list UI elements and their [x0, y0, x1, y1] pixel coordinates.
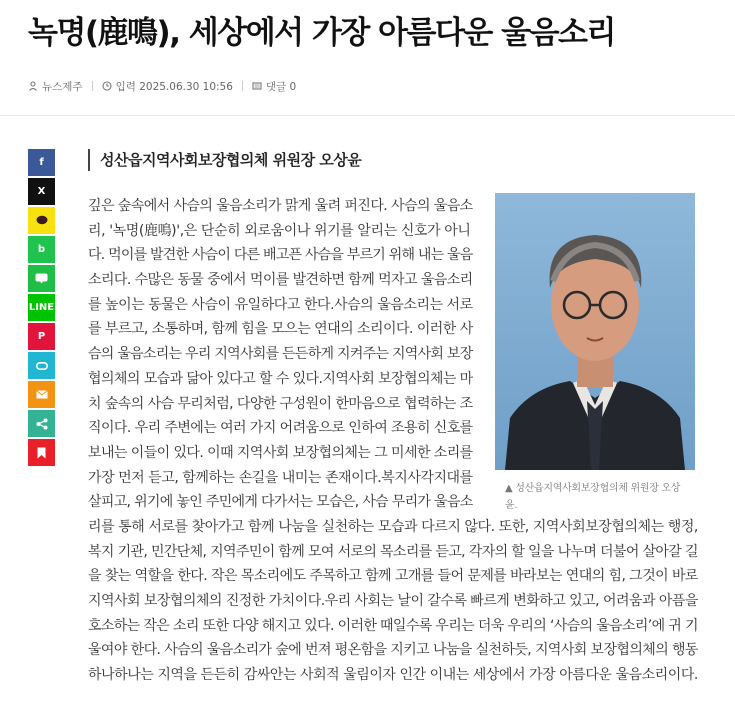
facebook-icon: f — [39, 157, 44, 168]
facebook-share-button[interactable] — [28, 149, 55, 176]
comment-count: 댓글 0 — [265, 80, 297, 93]
line-share-button[interactable] — [28, 294, 55, 321]
mail-icon — [36, 390, 48, 399]
body-line: 슴의 울음소리는 우리 지역사회를 든든하게 지켜주는 지역사회 보장 — [88, 346, 473, 363]
body-line: 소리다. 수많은 동물 중에서 먹이를 발견하면 함께 먹자고 울음소리 — [88, 272, 473, 289]
photo-caption: ▲ 성산읍지역사회보장협의체 위원장 오상윤. — [505, 483, 681, 511]
kakaotalk-share-button[interactable] — [28, 207, 55, 234]
line-icon: LINE — [28, 302, 55, 313]
kakaotalk-icon — [36, 215, 48, 226]
author-info — [28, 79, 83, 94]
comment-count-link[interactable] — [252, 79, 296, 94]
body-line: 를 높이는 동물은 사슴이 유일하다고 한다.사슴의 울음소리는 서로 — [88, 296, 473, 313]
pinterest-share-button[interactable] — [28, 323, 55, 350]
article-title: 녹명(鹿鳴), 세상에서 가장 아름다운 울음소리 — [28, 15, 615, 51]
share-bar — [28, 149, 55, 468]
bookmark-button[interactable] — [28, 439, 55, 466]
share-icon — [36, 418, 48, 430]
body-line: 울여야 한다. 사슴의 울음소리가 숲에 번져 평온함을 지키고 나눔을 실천하듯, 지역사회 보장협의체의 행동 — [88, 642, 698, 659]
body-line: 호소하는 작은 소리 또한 다양 해지고 있다. 이러한 때일수록 우리는 더욱 우리의 ‘사슴의 울음소리’에 귀 기 — [88, 617, 698, 634]
body-line: 리를 통해 서로를 찾아가고 함께 나눔을 실천하는 모습과 다르지 않다. 또한, 지역사회보장협의체는 행정, — [88, 518, 698, 535]
body-line: 치 숲속의 사슴 무리처럼, 다양한 구성원이 한마음으로 협력하는 조 — [88, 395, 473, 412]
body-line: 깊은 숲속에서 사슴의 울음소리가 맑게 울려 퍼진다. 사슴의 울음소 — [88, 198, 473, 214]
meta-divider — [242, 81, 243, 91]
naver-blog-icon — [35, 273, 48, 284]
body-line: 을 찾는 역할을 한다. 작은 목소리에도 주목하고 함께 고개를 들어 문제를 바라보는 연대의 힘, 그것이 바로 — [88, 568, 698, 585]
email-share-button[interactable] — [28, 381, 55, 408]
body-line: 가장 먼저 듣고, 함께하는 손길을 내미는 존재이다.복지사각지대를 — [88, 469, 473, 486]
x-share-button[interactable] — [28, 178, 55, 205]
article-subtitle: 성산읍지역사회보장협의체 위원장 오상윤 — [88, 149, 361, 171]
comment-icon — [252, 81, 262, 91]
body-line: 하나하나는 지역을 든든히 감싸안는 사회적 울림이자 인간 이내는 세상에서 가장 아름다운 울음소리이다. — [88, 667, 698, 684]
copy-link-button[interactable] — [28, 352, 55, 379]
body-line: 복지 기관, 민간단체, 지역주민이 함께 모여 서로의 목소리를 듣고, 각자의 할 일을 나누며 더불어 살아갈 길 — [88, 543, 698, 560]
date-info — [102, 79, 233, 94]
clock-icon — [102, 81, 112, 91]
band-share-button[interactable] — [28, 236, 55, 263]
meta-divider — [92, 81, 93, 91]
body-line: 살피고, 위기에 놓인 주민에게 다가서는 모습은, 사슴 무리가 울음소 — [88, 494, 473, 511]
bookmark-icon — [37, 447, 46, 459]
body-line: 를 부르고, 소통하며, 함께 힘을 모으는 연대의 소리이다. 이러한 사 — [88, 321, 473, 338]
body-line: 보내는 이들이 있다. 이때 지역사회 보장협의체는 그 미세한 소리를 — [88, 444, 473, 461]
band-icon: b — [37, 244, 46, 255]
naver-blog-share-button[interactable] — [28, 265, 55, 292]
article-body — [88, 194, 698, 688]
publish-date: 입력 2025.06.30 10:56 — [115, 80, 233, 93]
link-icon — [36, 362, 48, 370]
body-line: 협의체의 모습과 닮아 있다고 할 수 있다.지역사회 보장협의체는 마 — [88, 370, 473, 387]
person-icon — [28, 81, 38, 91]
pinterest-icon: P — [37, 331, 46, 342]
body-line: 지역사회 보장협의체의 진정한 가치이다.우리 사회는 날이 갈수록 빠르게 변화하고 있고, 어려움과 아픔을 — [88, 593, 698, 609]
header-divider — [0, 115, 735, 116]
body-line: 리, '녹명(鹿鳴)',은 단순히 외로움이나 위기를 알리는 신호가 아니 — [88, 222, 471, 239]
body-line: 직이다. 우리 주변에는 여러 가지 어려움으로 인하여 조용히 신호를 — [88, 420, 473, 437]
body-line: 다. 먹이를 발견한 사슴이 다른 배고픈 사슴을 부르기 위해 내는 울음 — [88, 247, 473, 264]
article-meta — [28, 78, 296, 94]
more-share-button[interactable] — [28, 410, 55, 437]
author-name: 뉴스제주 — [42, 80, 83, 93]
x-icon: X — [37, 186, 46, 197]
